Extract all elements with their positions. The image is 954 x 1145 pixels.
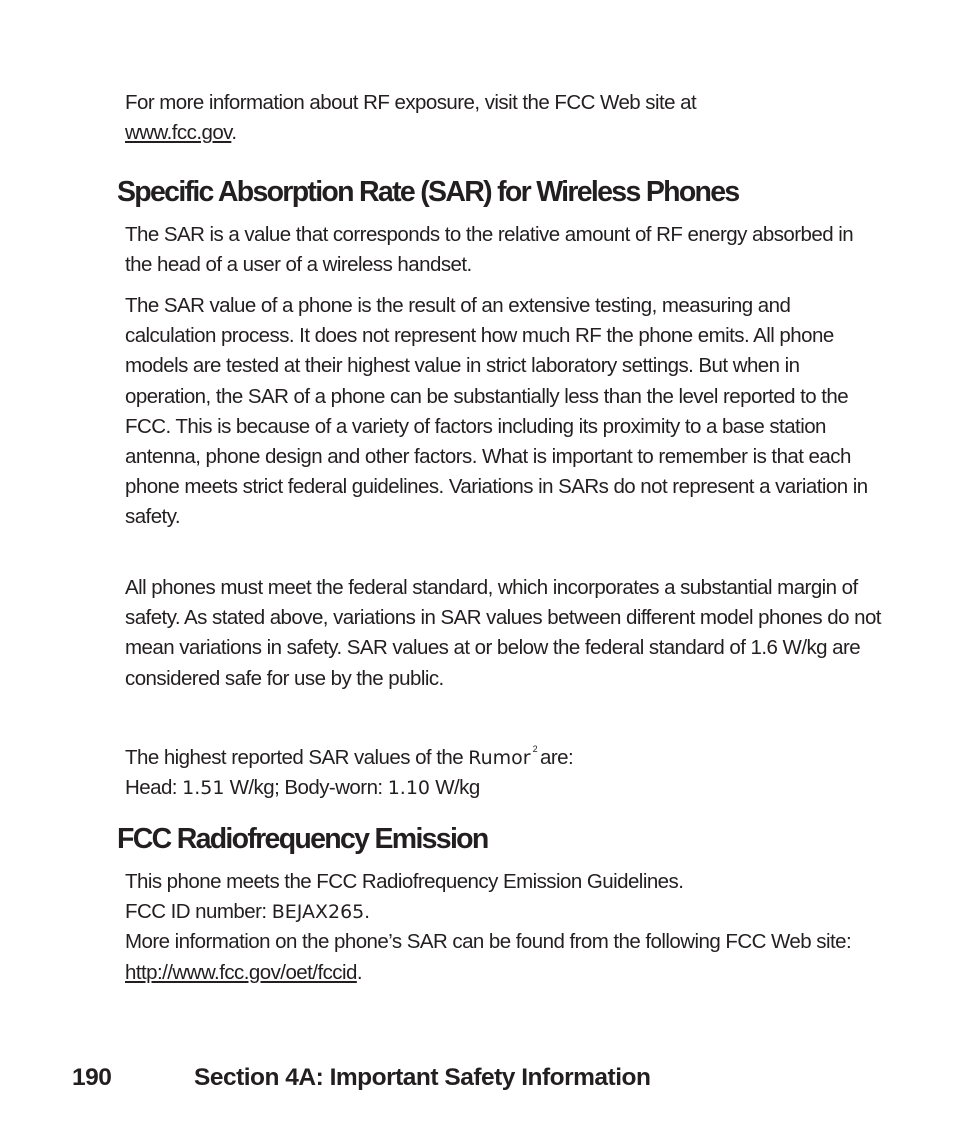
fcc-id-value: BEJAX265 xyxy=(271,901,365,924)
sar-testing-paragraph: The SAR value of a phone is the result of an extensive testing, measuring and calculation process. It does not represent how much RF the phone emits. All phone models are tested at their highest value in strict laboratory settings. But when in operation, the SAR of a phone can be substantially less than the level reported to the FCC. This is because of a variety of factors including its proximity to a base station antenna, phone design and other factors. What is important to remember is that each phone meets strict federal guidelines. Variations in SARs do not represent a variation in safety. xyxy=(125,294,868,529)
phone-model-name: Rumor xyxy=(468,747,531,769)
rf-info-text: For more information about RF exposure, visit the FCC Web site at xyxy=(125,91,697,114)
fcc-id-link[interactable]: http://www.fcc.gov/oet/fccid xyxy=(125,960,357,984)
rf-info-paragraph: For more information about RF exposure, visit the FCC Web site at www.fcc.gov. xyxy=(125,91,697,145)
sar-heading: Specific Absorption Rate (SAR) for Wireless Phones xyxy=(117,176,739,208)
fcc-website-link[interactable]: www.fcc.gov xyxy=(125,121,232,145)
page-number: 190 xyxy=(72,1064,112,1091)
sar-definition-paragraph: The SAR is a value that corresponds to the relative amount of RF energy absorbed in the head of a user of a wireless handset. xyxy=(125,223,854,277)
body-sar-value: 1.10 xyxy=(387,777,431,800)
fcc-more-info-text: More information on the phone’s SAR can be found from the following FCC Web site: xyxy=(125,930,852,954)
fcc-emission-paragraph: This phone meets the FCC Radiofrequency Emission Guidelines. FCC ID number: BEJAX265. More information on the phone’s SAR can be found from the following FCC Web site: http://www.fcc.gov/oet/fccid. xyxy=(125,870,852,984)
sar-standard-paragraph: All phones must meet the federal standard, which incorporates a substantial margin of safety. As stated above, variations in SAR values between different model phones do not mean variations in safety. SAR values at or below the federal standard of 1.6 W/kg are considered safe for use by the public. xyxy=(125,576,881,690)
head-sar-value: 1.51 xyxy=(182,777,225,800)
sar-values-paragraph: The highest reported SAR values of the Rumor $^2$ are: Head: 1.51 W/kg; Body-worn: 1.10 W/kg xyxy=(125,744,574,800)
fcc-emission-heading: FCC Radiofrequency Emission xyxy=(117,823,488,855)
model-superscript: 2 xyxy=(532,744,538,754)
section-title: Section 4A: Important Safety Information xyxy=(194,1064,651,1091)
fcc-guidelines-text: This phone meets the FCC Radiofrequency Emission Guidelines. xyxy=(125,870,684,893)
